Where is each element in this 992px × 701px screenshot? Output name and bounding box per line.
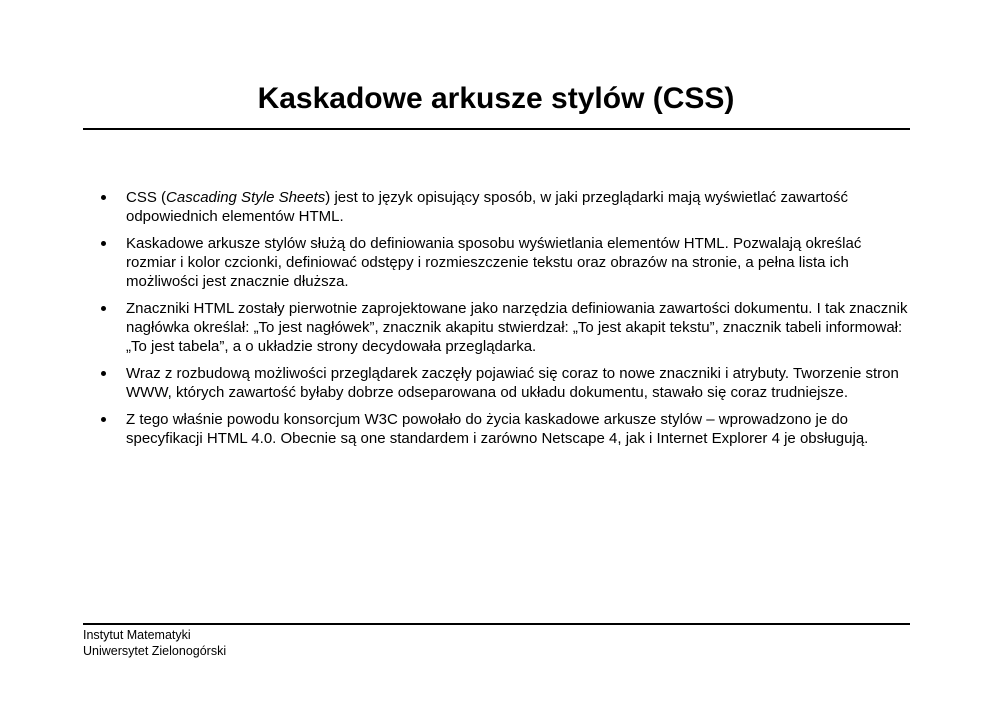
- bullet-text: Kaskadowe arkusze stylów służą do definiowania sposobu wyświetlania elementów HTML. Pozwalają określać rozmiar i kolor czcionki, definiować odstępy i rozmieszczenie tekstu oraz obrazów na stronie, a pełna lista ich możliwości jest znacznie dłuższa.: [126, 235, 862, 290]
- bullet-dot-icon: [101, 371, 106, 376]
- bullet-italic-term: Cascading Style Sheets: [166, 189, 326, 206]
- slide-title: Kaskadowe arkusze stylów (CSS): [257, 82, 735, 115]
- bullet-dot-icon: [101, 241, 106, 246]
- bullet-dot-icon: [101, 195, 106, 200]
- footer-divider: [83, 623, 910, 625]
- bullet-item: [99, 364, 914, 402]
- bullet-item: [99, 410, 914, 448]
- bullet-text-after: ) jest to język opisujący sposób, w jaki przeglądarki mają wyświetlać zawartość odpowiednich elementów HTML.: [126, 189, 848, 225]
- bullet-text-before: CSS (: [126, 189, 167, 206]
- footer: [83, 627, 226, 659]
- bullet-item: [99, 234, 914, 291]
- bullet-item: [99, 299, 914, 356]
- bullet-text: Z tego właśnie powodu konsorcjum W3C powołało do życia kaskadowe arkusze stylów – wprowadzono je do specyfikacji HTML 4.0. Obecnie są one standardem i zarówno Netscape 4, jak i Internet Explorer 4 je obsługują.: [126, 411, 869, 447]
- title-divider: [83, 128, 910, 130]
- footer-institute: Instytut Matematyki: [83, 628, 191, 642]
- bullet-text: Znaczniki HTML zostały pierwotnie zaprojektowane jako narzędzia definiowania zawartości dokumentu. I tak znacznik nagłówka określał: „To jest nagłówek”, znacznik akapitu stwierdzał: „To jest akapit tekstu”, znacznik tabeli informował: „To jest tabela”, a o układzie strony decydowała przeglądarka.: [126, 300, 908, 355]
- bullet-dot-icon: [101, 306, 106, 311]
- footer-university: Uniwersytet Zielonogórski: [83, 644, 227, 658]
- bullet-list: [99, 188, 914, 456]
- bullet-item: [99, 188, 914, 226]
- bullet-dot-icon: [101, 417, 106, 422]
- bullet-text: Wraz z rozbudową możliwości przeglądarek zaczęły pojawiać się coraz to nowe znaczniki i atrybuty. Tworzenie stron WWW, których zawartość byłaby dobrze odseparowana od układu dokumentu, stawało się coraz trudniejsze.: [126, 365, 899, 401]
